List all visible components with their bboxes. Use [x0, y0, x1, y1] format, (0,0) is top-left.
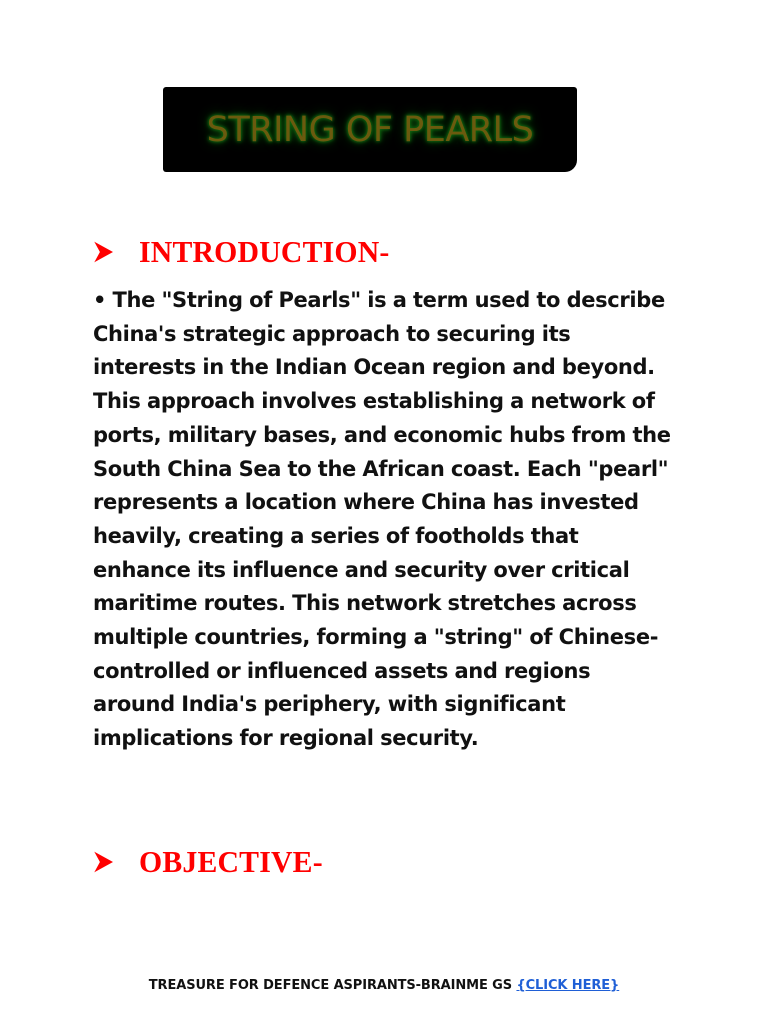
- document-title: STRING OF PEARLS: [206, 109, 534, 150]
- click-here-link[interactable]: {CLICK HERE}: [516, 978, 620, 993]
- footer-text: TREASURE FOR DEFENCE ASPIRANTS-BRAINME GS: [148, 978, 513, 993]
- title-banner: [163, 87, 577, 172]
- introduction-heading: [93, 234, 400, 270]
- page-footer: [0, 978, 768, 993]
- objective-heading: [93, 844, 330, 880]
- objective-heading-label: OBJECTIVE-: [139, 844, 323, 879]
- arrowhead-bullet-icon: [93, 241, 113, 263]
- arrowhead-bullet-icon: [93, 851, 113, 873]
- introduction-heading-label: INTRODUCTION-: [139, 234, 390, 269]
- introduction-paragraph: • The "String of Pearls" is a term used to describe China's strategic approach to securing its interests in the Indian Ocean region and beyond. This approach involves establishing a network of ports, military bases, and economic hubs from the South China Sea to the African coast. Each "pearl" represents a location where China has invested heavily, creating a series of footholds that enhance its influence and security over critical maritime routes. This network stretches across multiple countries, forming a "string" of Chinese-controlled or influenced assets and regions around India's periphery, with significant implications for regional security.: [93, 288, 671, 751]
